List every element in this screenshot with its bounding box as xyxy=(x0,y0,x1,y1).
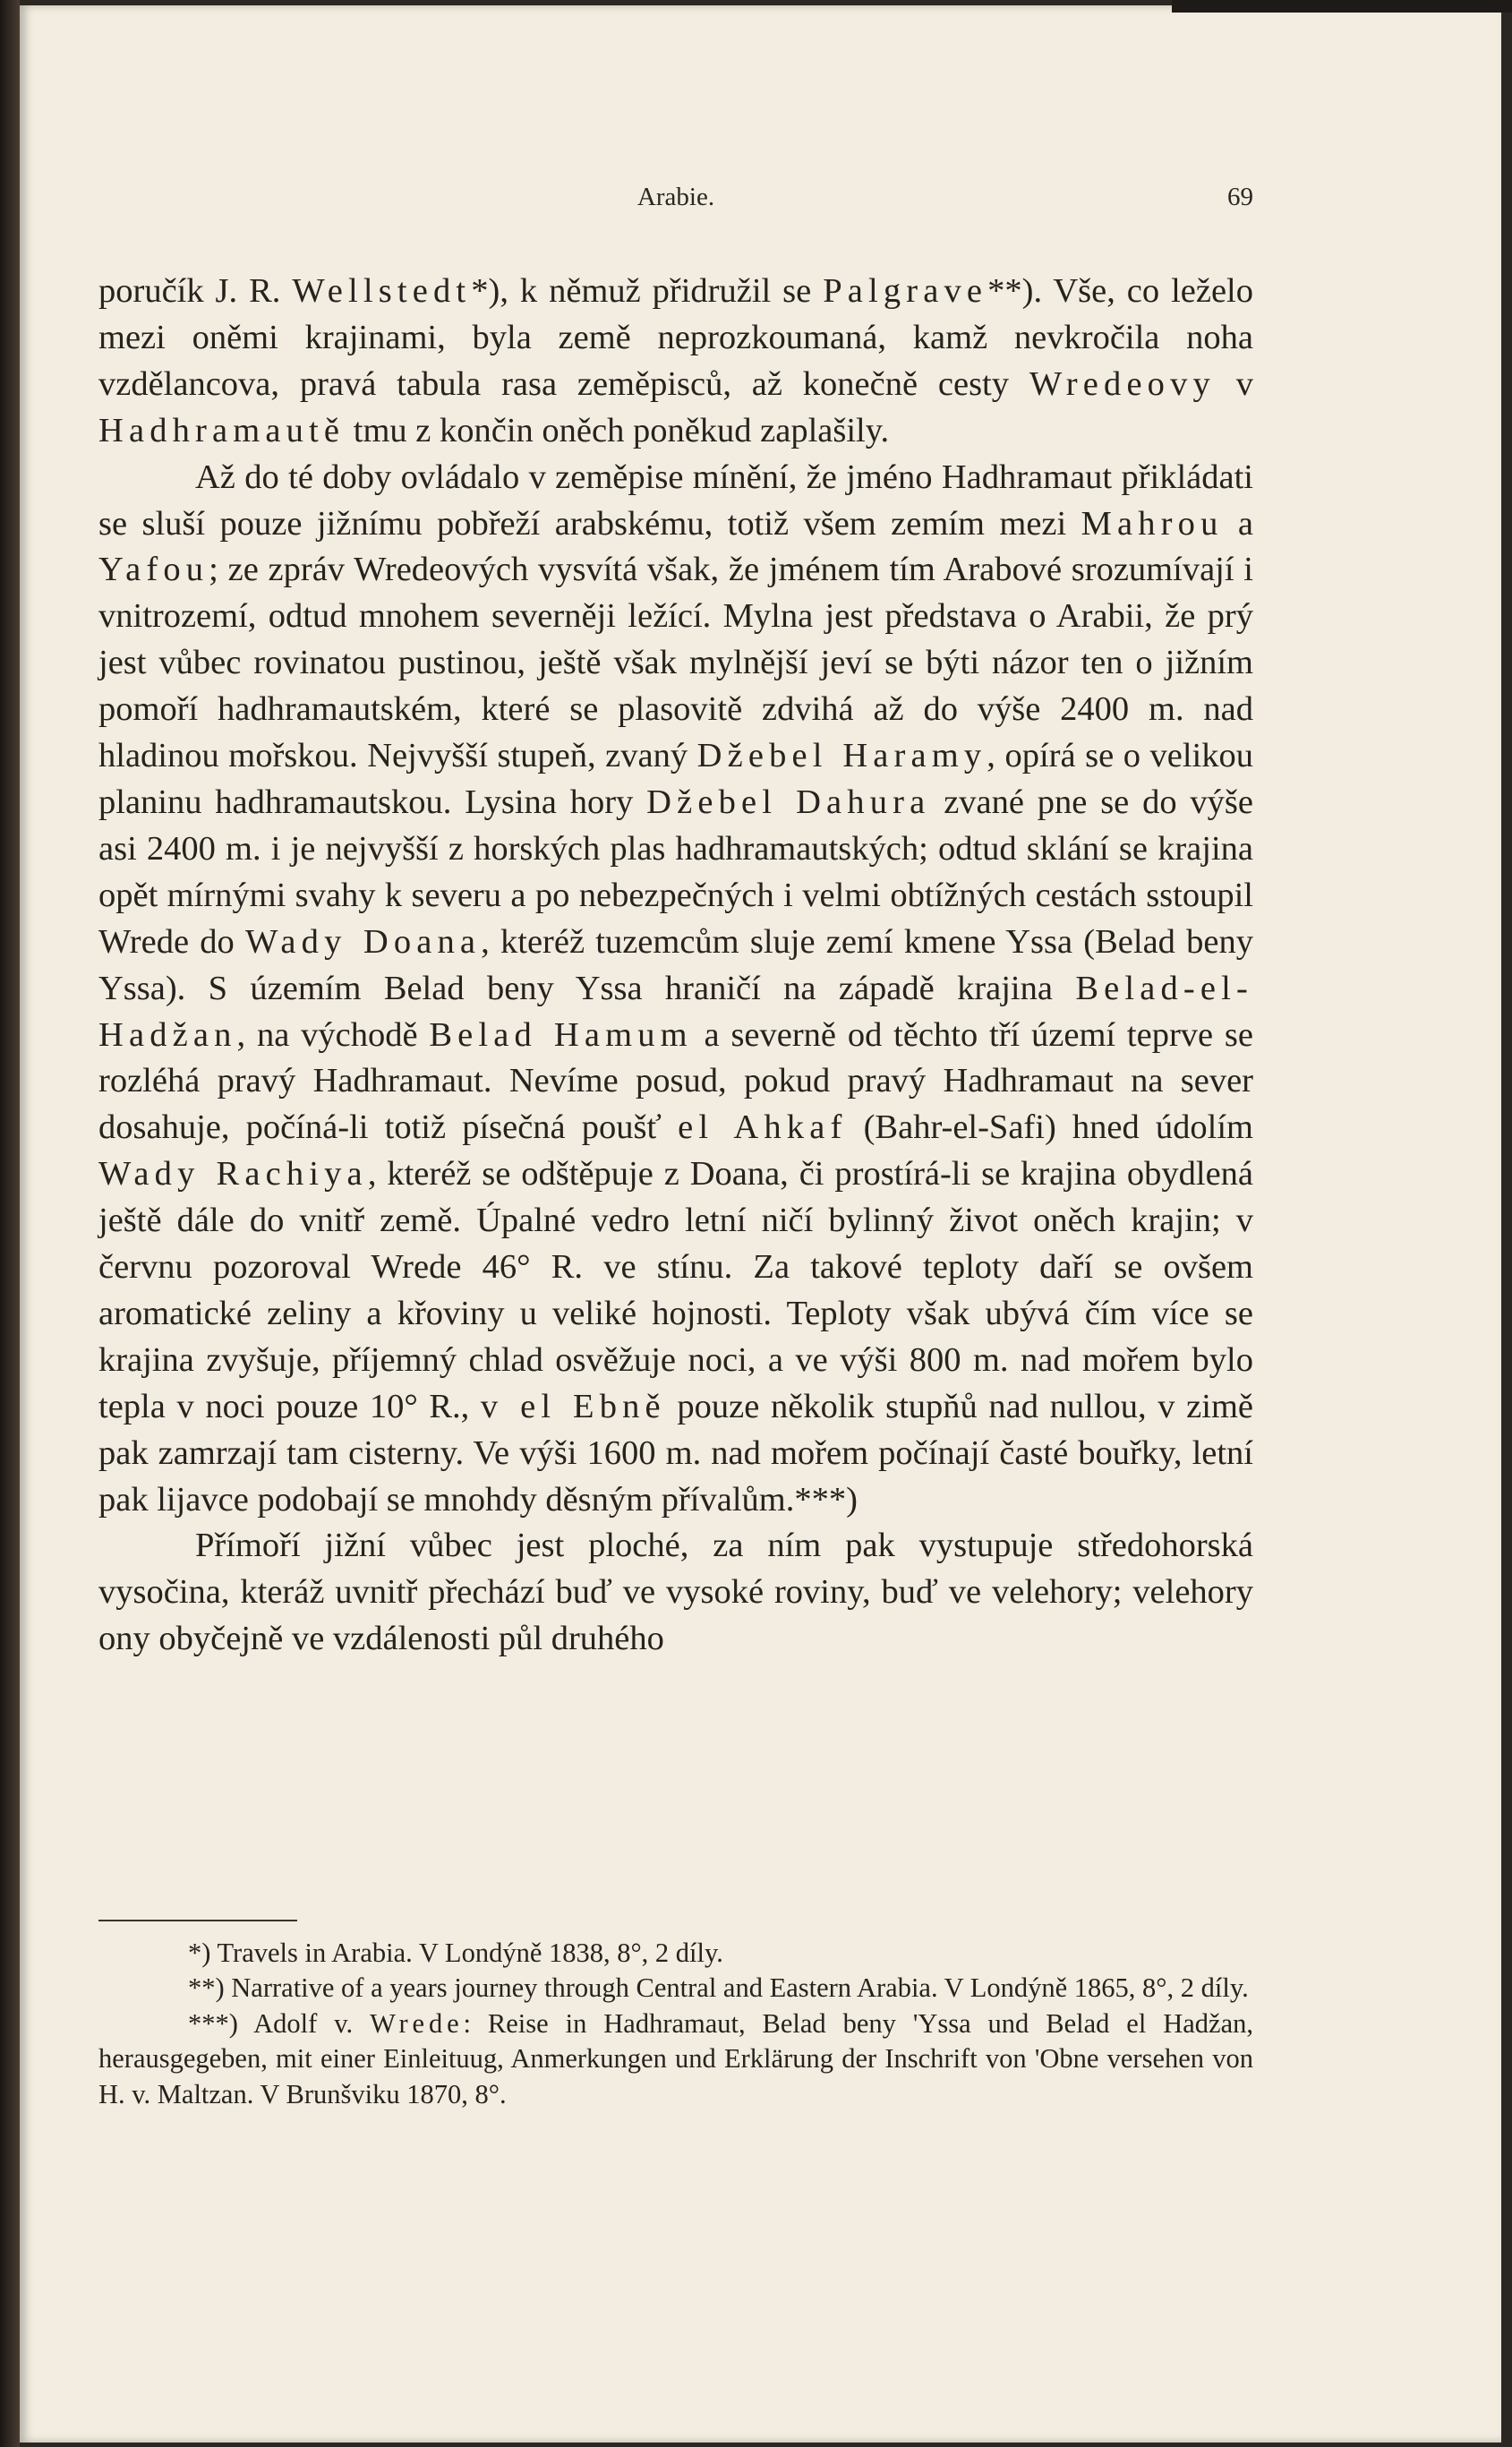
spaced-name: Džebel Dahura xyxy=(646,783,931,821)
footnote xyxy=(98,1936,1253,1971)
main-text xyxy=(98,269,1253,1663)
spaced-name: Wrede xyxy=(370,2007,464,2039)
footnote-rule xyxy=(98,1920,297,1921)
text-run: *) Travels in Arabia. V Londýně 1838, 8°, 2 díly. xyxy=(188,1938,723,1968)
paragraph xyxy=(98,269,1253,455)
text-run: v xyxy=(1215,364,1253,403)
spaced-name: v el Ebně xyxy=(480,1387,666,1425)
text-run: *), k němuž přidružil se xyxy=(471,272,824,310)
text-run: , na východě xyxy=(236,1015,430,1054)
spaced-name: el Ahkaf xyxy=(678,1108,848,1147)
text-run: : Reise in Hadhramaut, Belad beny 'Yssa und Belad el Hadžan, herausgegeben, mit einer Einleituug, Anmerkungen und Erklärung der Inschrift von 'Obne versehen von H. v. Maltzan. V Brunšviku 1870, 8°. xyxy=(98,2007,1253,2109)
footnote xyxy=(98,1971,1253,2006)
text-run: pouze několik stupňů nad nullou, v zimě pak zamrzají tam cisterny. Ve výši 1600 m. nad mořem počínají časté bouřky, letní pak lijavce podobají se mnohdy děsným přívalům.***) xyxy=(98,1387,1253,1519)
paragraph xyxy=(98,1523,1253,1663)
running-header xyxy=(98,183,1253,218)
text-run: , kteréž se odštěpuje z Doana, či prostírá-li se krajina obydlená ještě dále do vnitř země. Úpalné vedro letní ničí bylinný život oněch krajin; v červnu pozoroval Wrede 46° R. ve stínu. Za takové teploty daří se ovšem aromatické zeliny a křoviny u veliké hojnosti. Teploty však ubývá čím více se krajina zvyšuje, příjemný chlad osvěžuje noci, a ve výši 800 m. nad mořem bylo tepla v noci pouze 10° R., xyxy=(98,1155,1253,1425)
footnotes xyxy=(98,1936,1253,2112)
text-run: ; ze zpráv Wredeových vysvítá však, že jménem tím Arabové srozumívají i vnitrozemí, odtud mnohem severněji ležící. Mylna jest představa o Arabii, že prý jest vůbec rovinatou pustinou, ještě však mylnější jeví se býti názor ten o jižním pomoří hadhramautském, které se plasovitě zdvihá až do výše 2400 m. nad hladinou mořskou. Nejvyšší stupeň, zvaný xyxy=(98,551,1253,775)
footnote xyxy=(98,2006,1253,2112)
text-run: a severně od těchto tří území teprve se rozléhá pravý Hadhramaut. Nevíme posud, pokud pravý Hadhramaut na sever dosahuje, počíná-li totiž písečná poušť xyxy=(98,1015,1253,1147)
text-run: poručík J. R. xyxy=(98,272,293,310)
page-number: 69 xyxy=(1227,183,1253,211)
spaced-name: Belad-el-Hadžan xyxy=(98,969,1253,1054)
text-run: a xyxy=(1223,504,1254,543)
spaced-name: Belad Hamum xyxy=(429,1015,693,1054)
text-run: **). Vše, co leželo mezi oněmi krajinami, byla země neprozkoumaná, kamž nevkročila noha vzdělancova, pravá tabula rasa zeměpisců, až konečně cesty xyxy=(98,272,1253,403)
text-run: , kteréž tuzemcům sluje zemí kmene Yssa (Belad beny Yssa). S územím Belad beny Yssa hraničí na západě krajina xyxy=(98,922,1253,1007)
spaced-name: Wady Rachiya xyxy=(98,1155,368,1194)
spaced-name: Wady Doana xyxy=(245,922,482,961)
text-run: (Bahr-el-Safi) hned údolím xyxy=(847,1108,1253,1147)
book-spine xyxy=(0,0,20,2447)
spaced-name: Yafou xyxy=(98,551,209,589)
spaced-name: Wellstedt xyxy=(292,272,472,310)
paragraph xyxy=(98,455,1253,1524)
running-title: Arabie. xyxy=(636,183,715,211)
spaced-name: Mahrou xyxy=(1081,504,1224,543)
spaced-name: Wredeovy xyxy=(1029,364,1216,403)
spaced-name: Džebel Haramy xyxy=(696,737,987,775)
text-run: Přímoří jižní vůbec jest ploché, za ním pak vystupuje středohorská vysočina, kteráž uvnitř přechází buď ve vysoké roviny, buď ve velehory; velehory ony obyčejně ve vzdálenosti půl druhého xyxy=(98,1527,1253,1658)
page-top-edge xyxy=(1172,0,1512,13)
spaced-name: Hadhramautě xyxy=(98,411,346,449)
text-run: tmu z končin oněch poněkud zaplašily. xyxy=(345,411,890,449)
text-run: Až do té doby ovládalo v zeměpise mínění, že jméno Hadhramaut přikládati se sluší pouze jižnímu pobřeží arabskému, totiž všem zemím mezi xyxy=(98,458,1253,543)
text-run: **) Narrative of a years journey through Central and Eastern Arabia. V Londýně 1865, 8°, 2 díly. xyxy=(188,1972,1249,2004)
spaced-name: Palgrave xyxy=(823,272,988,310)
text-run: zvané pne se do výše asi 2400 m. i je nejvyšší z horských plas hadhramautských; odtud sklání se krajina opět mírnými svahy k severu a po nebezpečných i velmi obtížných cestách sstoupil Wrede do xyxy=(98,783,1253,961)
text-run: ***) Adolf v. xyxy=(188,2007,371,2039)
text-run: , opírá se o velikou planinu hadhramautskou. Lysina hory xyxy=(98,737,1253,821)
